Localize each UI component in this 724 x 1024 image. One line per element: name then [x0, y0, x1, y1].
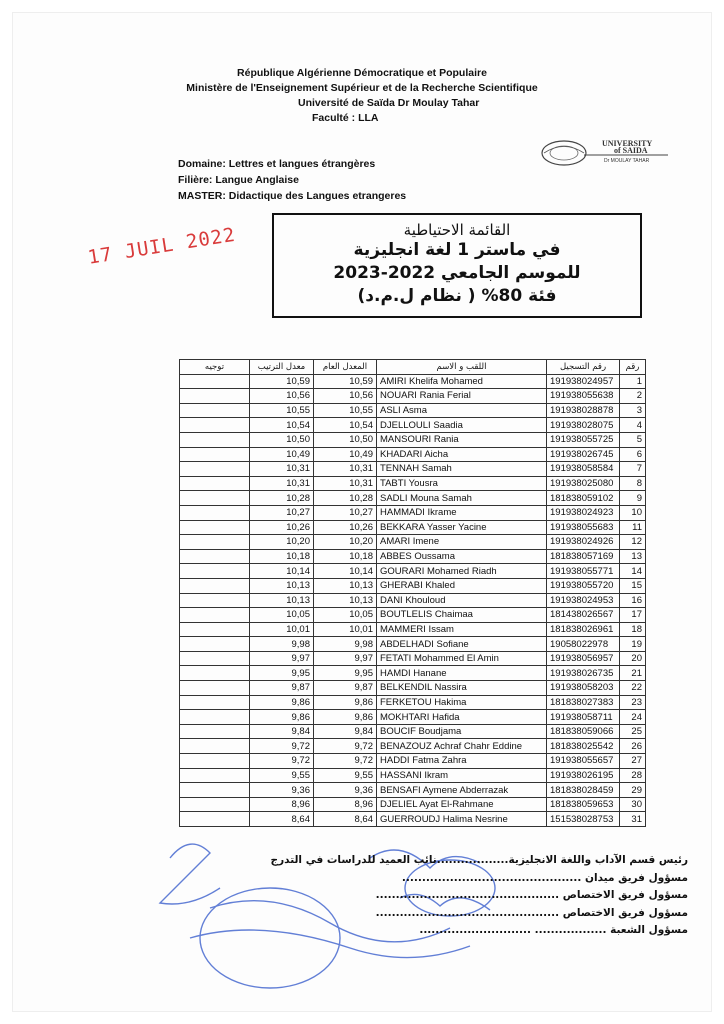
cell-orientation	[180, 389, 250, 404]
cell-rank-average: 10,01	[250, 622, 314, 637]
cell-number: 17	[620, 608, 646, 623]
table-row	[180, 389, 646, 404]
table-row	[180, 783, 646, 798]
header-rank-average: معدل الترتيب	[250, 360, 314, 375]
cell-name: GOURARI Mohamed Riadh	[377, 564, 547, 579]
cell-name: DANI Khouloud	[377, 593, 547, 608]
cell-orientation	[180, 739, 250, 754]
cell-name: BENSAFI Aymene Abderrazak	[377, 783, 547, 798]
cell-orientation	[180, 549, 250, 564]
ministry-line: Ministère de l'Enseignement Supérieur et de la Recherche Scientifique	[186, 82, 538, 94]
cell-general-average: 10,14	[314, 564, 377, 579]
cell-orientation	[180, 491, 250, 506]
sign-line-5: مسؤول الشعبة .................. ............................	[419, 924, 688, 936]
cell-registration: 181838057169	[547, 549, 620, 564]
cell-registration: 191938024953	[547, 593, 620, 608]
cell-name: BELKENDIL Nassira	[377, 681, 547, 696]
cell-registration: 191938055720	[547, 578, 620, 593]
cell-orientation	[180, 754, 250, 769]
table-row	[180, 651, 646, 666]
cell-registration: 191938055771	[547, 564, 620, 579]
table-row	[180, 622, 646, 637]
cell-name: HASSANI Ikram	[377, 768, 547, 783]
cell-name: SADLI Mouna Samah	[377, 491, 547, 506]
cell-orientation	[180, 432, 250, 447]
cell-name: MANSOURI Rania	[377, 432, 547, 447]
table-row	[180, 768, 646, 783]
cell-name: GHERABI Khaled	[377, 578, 547, 593]
cell-general-average: 10,13	[314, 593, 377, 608]
cell-orientation	[180, 593, 250, 608]
cell-number: 6	[620, 447, 646, 462]
cell-rank-average: 9,86	[250, 710, 314, 725]
cell-rank-average: 10,31	[250, 462, 314, 477]
cell-rank-average: 9,84	[250, 724, 314, 739]
cell-rank-average: 10,20	[250, 535, 314, 550]
master-line: MASTER: Didactique des Langues etrangeres	[178, 190, 407, 202]
cell-general-average: 10,18	[314, 549, 377, 564]
cell-registration: 191938024926	[547, 535, 620, 550]
cell-registration: 191938058203	[547, 681, 620, 696]
cell-registration: 191938026745	[547, 447, 620, 462]
cell-general-average: 9,86	[314, 695, 377, 710]
cell-rank-average: 10,27	[250, 505, 314, 520]
cell-general-average: 9,98	[314, 637, 377, 652]
cell-registration: 191938024923	[547, 505, 620, 520]
cell-orientation	[180, 695, 250, 710]
table-row	[180, 710, 646, 725]
cell-rank-average: 9,97	[250, 651, 314, 666]
cell-rank-average: 10,13	[250, 593, 314, 608]
cell-number: 2	[620, 389, 646, 404]
cell-rank-average: 9,87	[250, 681, 314, 696]
sign-line-4: مسؤول فريق الاختصاص ..............................................	[375, 906, 688, 919]
cell-orientation	[180, 724, 250, 739]
cell-number: 14	[620, 564, 646, 579]
header-orientation: توجيه	[180, 360, 250, 375]
cell-number: 29	[620, 783, 646, 798]
cell-orientation	[180, 505, 250, 520]
cell-name: TENNAH Samah	[377, 462, 547, 477]
cell-registration: 191938055657	[547, 754, 620, 769]
cell-general-average: 10,59	[314, 374, 377, 389]
table-row	[180, 608, 646, 623]
cell-number: 8	[620, 476, 646, 491]
cell-name: DJELLOULI Saadia	[377, 418, 547, 433]
cell-name: HADDI Fatma Zahra	[377, 754, 547, 769]
table-row	[180, 695, 646, 710]
cell-rank-average: 10,54	[250, 418, 314, 433]
cell-number: 22	[620, 681, 646, 696]
cell-name: HAMMADI Ikrame	[377, 505, 547, 520]
cell-number: 25	[620, 724, 646, 739]
cell-orientation	[180, 520, 250, 535]
cell-registration: 191938055683	[547, 520, 620, 535]
title-line-4: فئة 80% ( نظام ل.م.د)	[357, 286, 557, 306]
table-row	[180, 564, 646, 579]
header-registration: رقم التسجيل	[547, 360, 620, 375]
cell-name: MAMMERI Issam	[377, 622, 547, 637]
table-row	[180, 462, 646, 477]
cell-general-average: 10,50	[314, 432, 377, 447]
cell-general-average: 9,86	[314, 710, 377, 725]
cell-rank-average: 8,96	[250, 797, 314, 812]
table-body	[180, 374, 646, 826]
cell-number: 10	[620, 505, 646, 520]
faculty-line: Faculté : LLA	[312, 112, 379, 124]
cell-number: 27	[620, 754, 646, 769]
cell-name: FERKETOU Hakima	[377, 695, 547, 710]
cell-rank-average: 10,28	[250, 491, 314, 506]
cell-general-average: 9,55	[314, 768, 377, 783]
cell-rank-average: 9,72	[250, 739, 314, 754]
title-line-3: للموسم الجامعي 2022-2023	[333, 263, 581, 283]
cell-general-average: 10,28	[314, 491, 377, 506]
cell-number: 21	[620, 666, 646, 681]
table-row	[180, 797, 646, 812]
cell-orientation	[180, 622, 250, 637]
cell-registration: 181838027383	[547, 695, 620, 710]
cell-registration: 181838059102	[547, 491, 620, 506]
cell-general-average: 10,05	[314, 608, 377, 623]
cell-orientation	[180, 564, 250, 579]
table-row	[180, 812, 646, 827]
table-row	[180, 520, 646, 535]
table-row	[180, 739, 646, 754]
domaine-line: Domaine: Lettres et langues étrangères	[178, 158, 376, 170]
cell-general-average: 9,97	[314, 651, 377, 666]
university-line: Université de Saïda Dr Moulay Tahar	[298, 97, 480, 109]
table-row	[180, 681, 646, 696]
cell-name: NOUARI Rania Ferial	[377, 389, 547, 404]
cell-rank-average: 9,72	[250, 754, 314, 769]
cell-rank-average: 10,31	[250, 476, 314, 491]
sign-line-1: رئيس قسم الآداب واللغة الانجليزية..................نائب العميد للدراسات في التدرج	[270, 854, 688, 866]
cell-number: 12	[620, 535, 646, 550]
cell-general-average: 10,13	[314, 578, 377, 593]
cell-general-average: 9,95	[314, 666, 377, 681]
cell-name: ASLI Asma	[377, 403, 547, 418]
table-row	[180, 374, 646, 389]
cell-name: BENAZOUZ Achraf Chahr Eddine	[377, 739, 547, 754]
cell-registration: 151538028753	[547, 812, 620, 827]
cell-orientation	[180, 768, 250, 783]
cell-number: 5	[620, 432, 646, 447]
cell-rank-average: 10,59	[250, 374, 314, 389]
cell-registration: 191938026735	[547, 666, 620, 681]
cell-rank-average: 10,50	[250, 432, 314, 447]
table-row	[180, 637, 646, 652]
cell-general-average: 10,54	[314, 418, 377, 433]
cell-rank-average: 10,49	[250, 447, 314, 462]
cell-name: BOUTLELIS Chaimaa	[377, 608, 547, 623]
cell-rank-average: 10,13	[250, 578, 314, 593]
cell-general-average: 10,55	[314, 403, 377, 418]
cell-rank-average: 10,18	[250, 549, 314, 564]
reserve-list-table	[179, 359, 646, 827]
republic-line: République Algérienne Démocratique et Populaire	[237, 67, 487, 79]
cell-rank-average: 10,26	[250, 520, 314, 535]
cell-general-average: 10,56	[314, 389, 377, 404]
cell-general-average: 10,20	[314, 535, 377, 550]
table-row	[180, 578, 646, 593]
cell-orientation	[180, 666, 250, 681]
title-box	[272, 213, 642, 318]
cell-general-average: 9,72	[314, 739, 377, 754]
cell-registration: 191938055638	[547, 389, 620, 404]
cell-rank-average: 9,86	[250, 695, 314, 710]
cell-orientation	[180, 462, 250, 477]
cell-registration: 181838028459	[547, 783, 620, 798]
cell-registration: 191938056957	[547, 651, 620, 666]
cell-rank-average: 10,05	[250, 608, 314, 623]
cell-rank-average: 9,36	[250, 783, 314, 798]
sign-line-2: مسؤول فريق ميدان .............................................	[401, 871, 688, 884]
cell-number: 16	[620, 593, 646, 608]
cell-number: 4	[620, 418, 646, 433]
cell-orientation	[180, 812, 250, 827]
logo-text-2: of SAIDA	[614, 146, 648, 155]
table-row	[180, 418, 646, 433]
cell-name: MOKHTARI Hafida	[377, 710, 547, 725]
cell-number: 26	[620, 739, 646, 754]
cell-general-average: 8,64	[314, 812, 377, 827]
cell-orientation	[180, 783, 250, 798]
title-line-2: في ماستر 1 لغة انجليزية	[353, 240, 561, 260]
cell-registration: 191938024957	[547, 374, 620, 389]
cell-rank-average: 10,56	[250, 389, 314, 404]
cell-registration: 191938025080	[547, 476, 620, 491]
table-row	[180, 403, 646, 418]
table-row	[180, 491, 646, 506]
cell-general-average: 9,36	[314, 783, 377, 798]
cell-orientation	[180, 797, 250, 812]
cell-orientation	[180, 637, 250, 652]
cell-orientation	[180, 476, 250, 491]
cell-general-average: 9,87	[314, 681, 377, 696]
cell-general-average: 10,27	[314, 505, 377, 520]
cell-name: FETATI Mohammed El Amin	[377, 651, 547, 666]
cell-orientation	[180, 608, 250, 623]
cell-registration: 19058022978	[547, 637, 620, 652]
cell-name: BOUCIF Boudjama	[377, 724, 547, 739]
cell-orientation	[180, 710, 250, 725]
table-row	[180, 724, 646, 739]
table-row	[180, 593, 646, 608]
cell-number: 20	[620, 651, 646, 666]
cell-number: 3	[620, 403, 646, 418]
cell-name: KHADARI Aicha	[377, 447, 547, 462]
letterhead	[0, 66, 724, 126]
table-row	[180, 505, 646, 520]
cell-name: HAMDI Hanane	[377, 666, 547, 681]
cell-general-average: 10,01	[314, 622, 377, 637]
logo-text-1: UNIVERSITY	[602, 139, 653, 148]
title-line-1: القائمة الاحتياطية	[403, 221, 511, 239]
cell-name: ABDELHADI Sofiane	[377, 637, 547, 652]
cell-registration: 181838059653	[547, 797, 620, 812]
table-row	[180, 447, 646, 462]
cell-orientation	[180, 447, 250, 462]
table-row	[180, 666, 646, 681]
table-row	[180, 754, 646, 769]
cell-name: DJELIEL Ayat El-Rahmane	[377, 797, 547, 812]
cell-orientation	[180, 403, 250, 418]
cell-number: 24	[620, 710, 646, 725]
cell-name: AMIRI Khelifa Mohamed	[377, 374, 547, 389]
cell-name: TABTI Yousra	[377, 476, 547, 491]
cell-general-average: 10,26	[314, 520, 377, 535]
cell-registration: 191938058711	[547, 710, 620, 725]
logo-text-3: Dr MOULAY TAHAR	[604, 158, 650, 164]
cell-registration: 191938055725	[547, 432, 620, 447]
cell-general-average: 8,96	[314, 797, 377, 812]
cell-rank-average: 10,14	[250, 564, 314, 579]
header-name: اللقب و الاسم	[377, 360, 547, 375]
table-row	[180, 432, 646, 447]
header-number: رقم	[620, 360, 646, 375]
cell-number: 1	[620, 374, 646, 389]
table-row	[180, 549, 646, 564]
cell-rank-average: 9,95	[250, 666, 314, 681]
cell-registration: 191938028075	[547, 418, 620, 433]
cell-registration: 181838026961	[547, 622, 620, 637]
cell-orientation	[180, 418, 250, 433]
cell-number: 7	[620, 462, 646, 477]
table-header-row	[180, 360, 646, 375]
header-general-average: المعدل العام	[314, 360, 377, 375]
cell-number: 19	[620, 637, 646, 652]
cell-registration: 191938028878	[547, 403, 620, 418]
table-row	[180, 535, 646, 550]
cell-name: BEKKARA Yasser Yacine	[377, 520, 547, 535]
cell-general-average: 9,72	[314, 754, 377, 769]
table-row	[180, 476, 646, 491]
cell-orientation	[180, 535, 250, 550]
cell-orientation	[180, 681, 250, 696]
cell-rank-average: 9,98	[250, 637, 314, 652]
sign-line-3: مسؤول فريق الاختصاص ..............................................	[375, 889, 688, 901]
signature-block	[270, 852, 688, 940]
date-stamp: 17 JUIL 2022	[86, 223, 238, 269]
cell-number: 30	[620, 797, 646, 812]
cell-orientation	[180, 651, 250, 666]
cell-name: GUERROUDJ Halima Nesrine	[377, 812, 547, 827]
cell-general-average: 10,31	[314, 462, 377, 477]
program-info	[178, 156, 406, 204]
cell-rank-average: 10,55	[250, 403, 314, 418]
cell-number: 31	[620, 812, 646, 827]
cell-rank-average: 9,55	[250, 768, 314, 783]
cell-registration: 181438026567	[547, 608, 620, 623]
cell-orientation	[180, 578, 250, 593]
cell-number: 15	[620, 578, 646, 593]
cell-registration: 181838059066	[547, 724, 620, 739]
university-logo	[540, 138, 670, 168]
cell-orientation	[180, 374, 250, 389]
cell-number: 9	[620, 491, 646, 506]
cell-number: 23	[620, 695, 646, 710]
cell-general-average: 10,49	[314, 447, 377, 462]
cell-number: 18	[620, 622, 646, 637]
filiere-line: Filière: Langue Anglaise	[178, 174, 299, 186]
cell-number: 11	[620, 520, 646, 535]
cell-number: 13	[620, 549, 646, 564]
cell-general-average: 10,31	[314, 476, 377, 491]
cell-name: ABBES Oussama	[377, 549, 547, 564]
cell-registration: 191938026195	[547, 768, 620, 783]
cell-name: AMARI Imene	[377, 535, 547, 550]
cell-registration: 191938058584	[547, 462, 620, 477]
cell-number: 28	[620, 768, 646, 783]
cell-rank-average: 8,64	[250, 812, 314, 827]
cell-registration: 181838025542	[547, 739, 620, 754]
cell-general-average: 9,84	[314, 724, 377, 739]
